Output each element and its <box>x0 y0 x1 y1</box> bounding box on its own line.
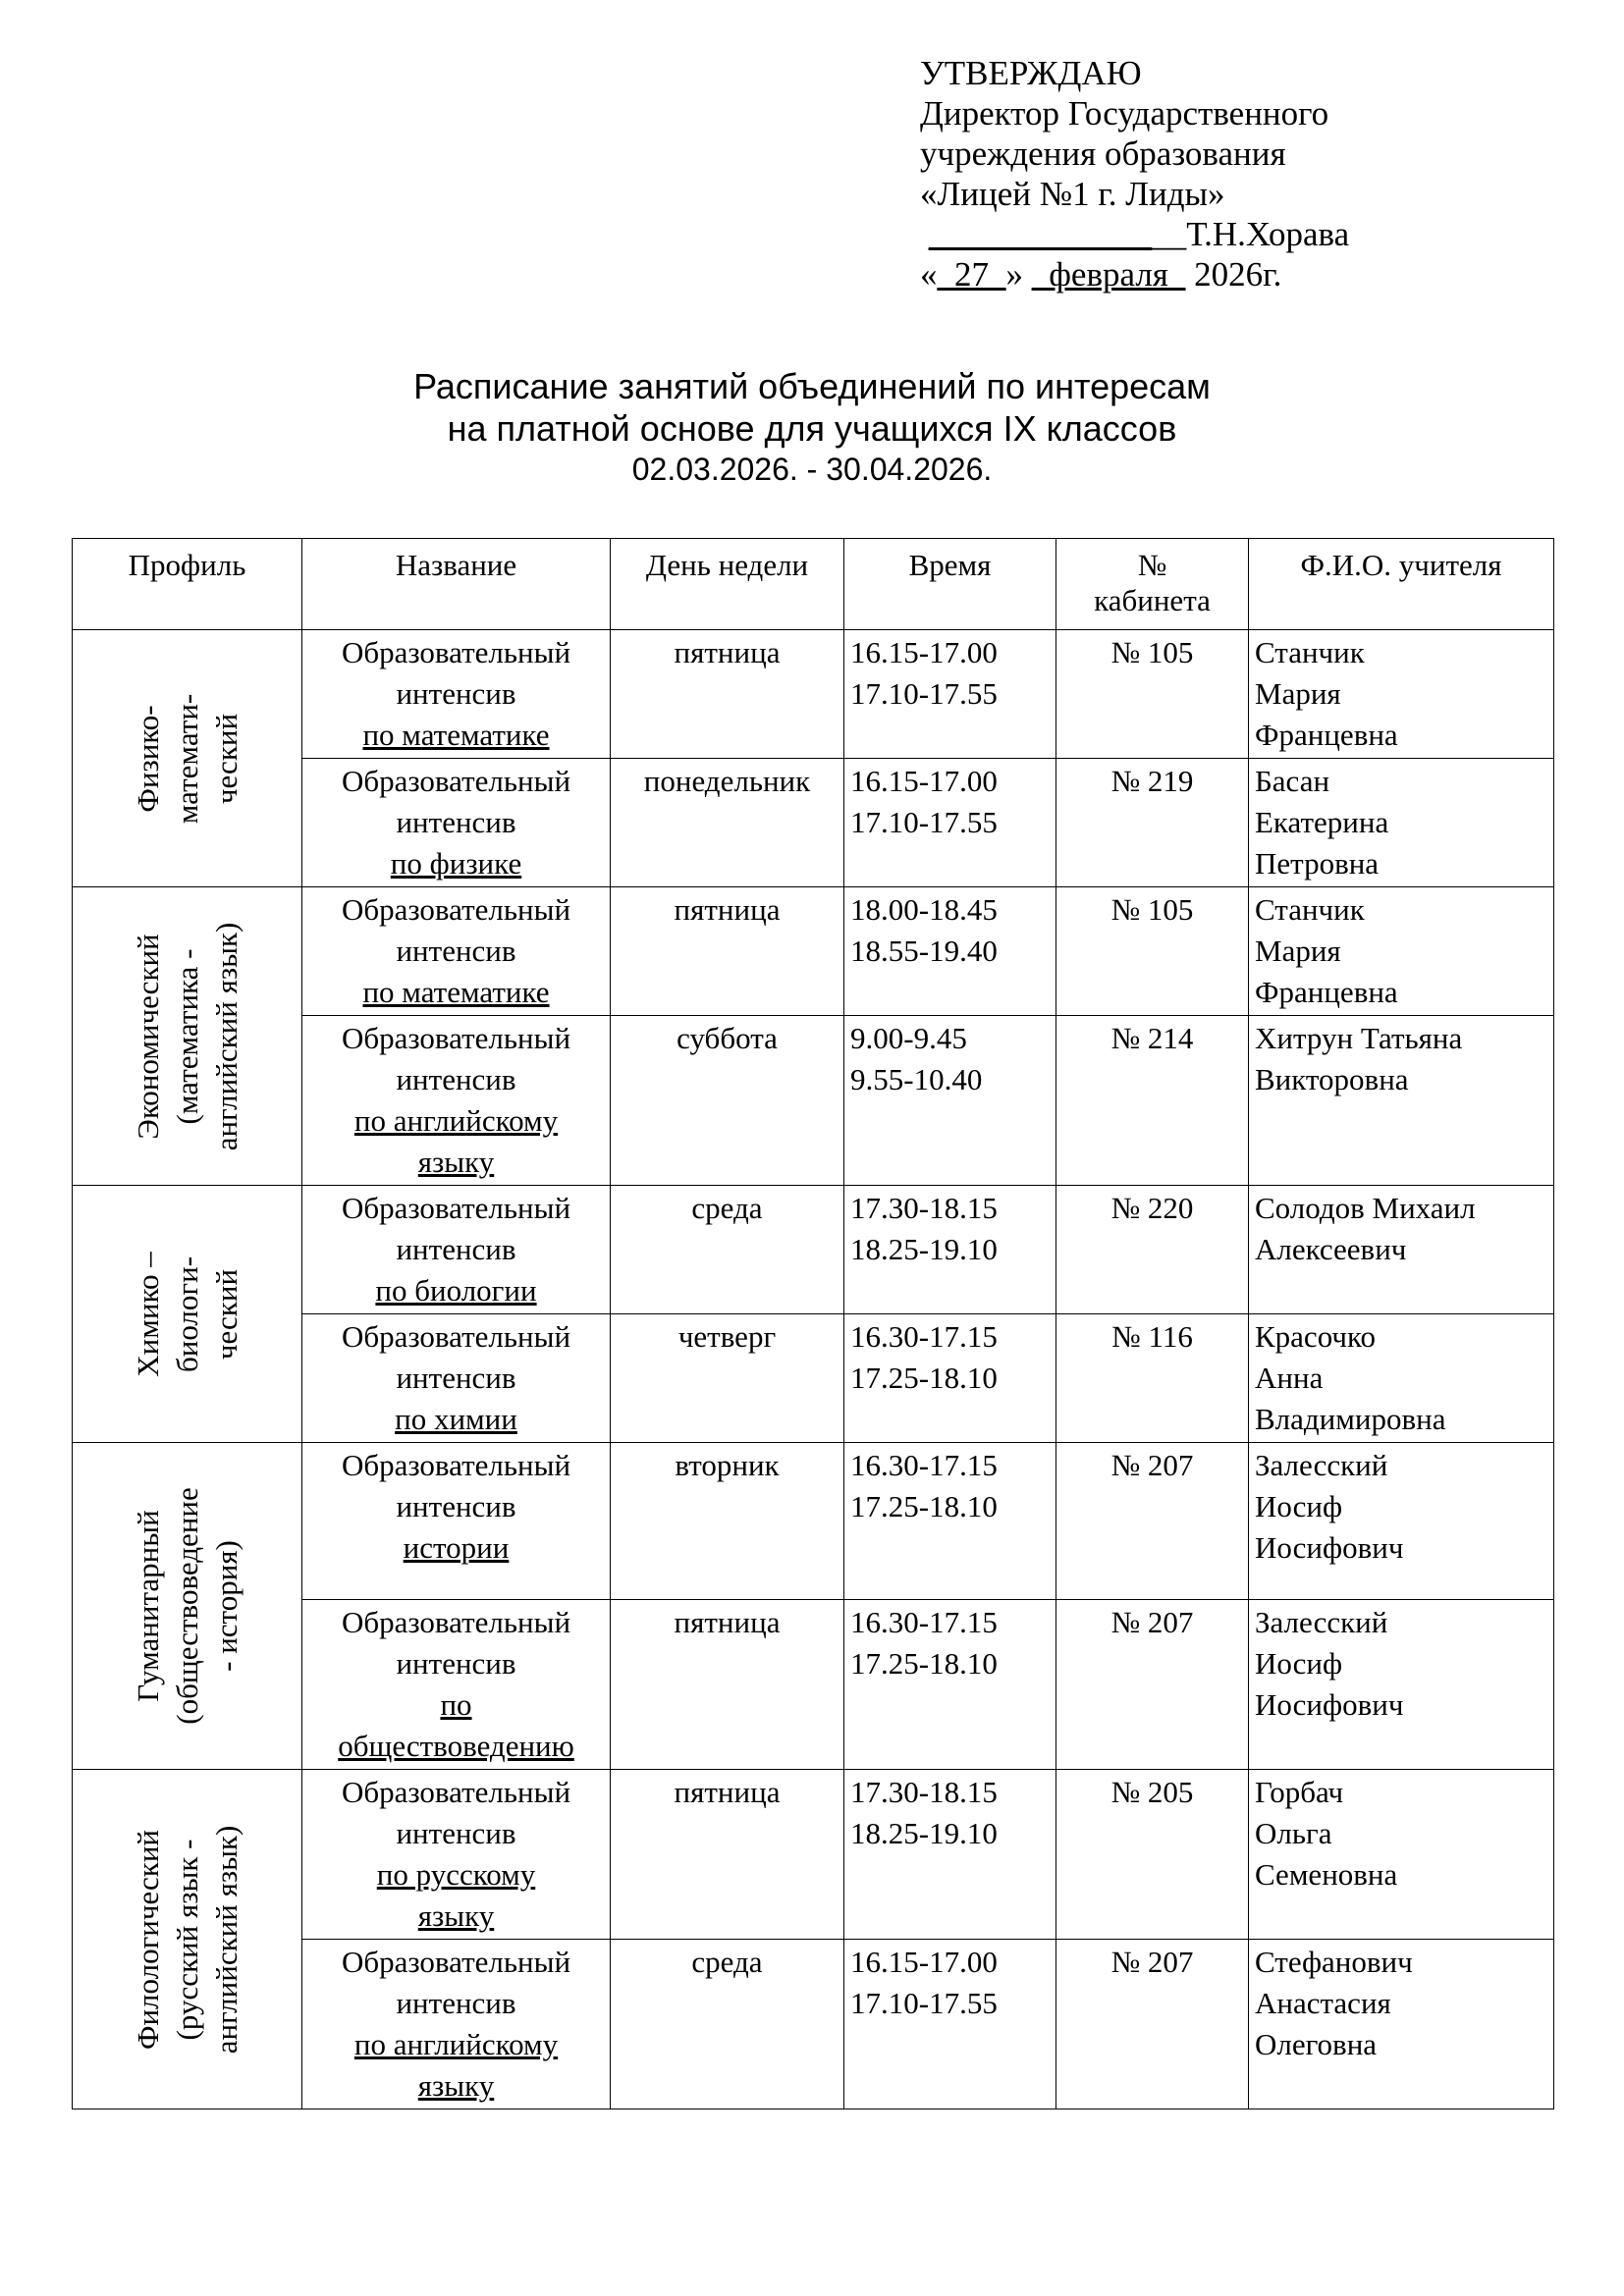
teacher-name-line: Горбач <box>1255 1775 1344 1809</box>
teacher-name-line: Залесский <box>1255 1448 1388 1482</box>
course-name-line: Образовательный <box>341 1319 571 1354</box>
signature-blank: _____________ <box>928 215 1153 253</box>
date-month: _февраля_ <box>1031 255 1186 294</box>
signature-line <box>920 214 1349 254</box>
profile-label-line: Химико – <box>130 1251 165 1377</box>
course-name-cell <box>302 1770 611 1940</box>
profile-label-line: (обществоведение <box>169 1487 204 1725</box>
time-cell <box>844 1600 1056 1770</box>
header-profile: Профиль <box>73 539 302 630</box>
profile-label-line: английский язык) <box>208 1825 244 2054</box>
room-cell: № 105 <box>1056 630 1249 759</box>
header-teacher: Ф.И.О. учителя <box>1249 539 1554 630</box>
room-cell: № 205 <box>1056 1770 1249 1940</box>
teacher-name-line: Петровна <box>1255 846 1380 881</box>
time-cell <box>844 1016 1056 1186</box>
profile-label-line: Физико- <box>130 704 165 813</box>
course-name-line: интенсив <box>396 1489 516 1523</box>
course-subject: языку <box>417 1145 495 1179</box>
course-name-cell <box>302 1016 611 1186</box>
time-slot: 17.30-18.15 <box>850 1775 998 1809</box>
teacher-name-line: Екатерина <box>1255 805 1389 839</box>
teacher-name-line: Иосиф <box>1255 1646 1343 1681</box>
course-name-line: интенсив <box>396 1646 516 1681</box>
course-name-line: Образовательный <box>341 892 571 927</box>
table-row <box>73 887 1554 1016</box>
approval-line: учреждения образования <box>920 134 1286 173</box>
teacher-name-line: Солодов Михаил <box>1255 1191 1476 1225</box>
course-name-line: Образовательный <box>341 1448 571 1482</box>
approval-line: УТВЕРЖДАЮ <box>920 54 1142 92</box>
director-name: __Т.Н.Хорава <box>1152 215 1350 253</box>
time-slot: 17.25-18.10 <box>850 1489 998 1523</box>
header-name: Название <box>302 539 611 630</box>
room-cell: № 220 <box>1056 1186 1249 1314</box>
header-room-line: № <box>1137 548 1167 582</box>
profile-label-line: Гуманитарный <box>130 1510 165 1702</box>
course-subject: по <box>440 1687 472 1722</box>
teacher-cell <box>1249 1314 1554 1443</box>
teacher-name-line: Станчик <box>1255 635 1365 669</box>
table-row <box>73 1186 1554 1314</box>
course-subject: по физике <box>390 846 522 881</box>
approval-block <box>920 53 1349 294</box>
room-cell: № 214 <box>1056 1016 1249 1186</box>
room-cell: № 219 <box>1056 759 1249 887</box>
course-name-line: интенсив <box>396 1816 516 1850</box>
time-slot: 16.15-17.00 <box>850 764 998 798</box>
day-cell: среда <box>611 1186 844 1314</box>
teacher-name-line: Олеговна <box>1255 2027 1378 2061</box>
profile-cell <box>73 630 302 887</box>
teacher-name-line: Хитрун Татьяна <box>1255 1021 1463 1055</box>
teacher-cell <box>1249 1443 1554 1600</box>
date-quote-close: » <box>1005 255 1032 294</box>
teacher-cell <box>1249 1770 1554 1940</box>
time-cell <box>844 1770 1056 1940</box>
document-title <box>0 365 1624 450</box>
time-slot: 18.25-19.10 <box>850 1816 998 1850</box>
schedule-table <box>72 538 1554 2109</box>
teacher-name-line: Станчик <box>1255 892 1365 927</box>
time-slot: 18.55-19.40 <box>850 934 998 968</box>
profile-label-line: ческий <box>208 1268 244 1360</box>
course-subject: по химии <box>395 1402 517 1436</box>
time-slot: 16.30-17.15 <box>850 1448 998 1482</box>
header-time: Время <box>844 539 1056 630</box>
course-name-cell <box>302 1940 611 2109</box>
room-cell: № 207 <box>1056 1940 1249 2109</box>
time-cell <box>844 1314 1056 1443</box>
profile-label <box>129 1487 246 1725</box>
day-cell: понедельник <box>611 759 844 887</box>
profile-cell <box>73 887 302 1186</box>
time-slot: 16.30-17.15 <box>850 1605 998 1639</box>
course-subject: по математике <box>362 718 550 752</box>
course-name-cell <box>302 887 611 1016</box>
teacher-cell <box>1249 1016 1554 1186</box>
header-room-line: кабинета <box>1094 583 1211 617</box>
teacher-cell <box>1249 1600 1554 1770</box>
day-cell: пятница <box>611 1770 844 1940</box>
time-slot: 17.10-17.55 <box>850 676 998 711</box>
teacher-name-line: Иосиф <box>1255 1489 1343 1523</box>
teacher-cell <box>1249 630 1554 759</box>
time-cell <box>844 887 1056 1016</box>
date-day: _27_ <box>937 255 1006 294</box>
teacher-name-line: Викторовна <box>1255 1062 1409 1096</box>
room-cell: № 116 <box>1056 1314 1249 1443</box>
teacher-name-line: Стефанович <box>1255 1945 1413 1979</box>
profile-label-line: - история) <box>208 1540 244 1672</box>
time-cell <box>844 1186 1056 1314</box>
course-subject: обществоведению <box>338 1729 574 1763</box>
room-cell: № 207 <box>1056 1443 1249 1600</box>
approval-line: Директор Государственного <box>920 94 1329 133</box>
course-name-line: интенсив <box>396 676 516 711</box>
course-subject: языку <box>417 1898 495 1933</box>
room-cell: № 105 <box>1056 887 1249 1016</box>
day-cell: суббота <box>611 1016 844 1186</box>
teacher-cell <box>1249 887 1554 1016</box>
time-cell <box>844 1443 1056 1600</box>
time-slot: 9.55-10.40 <box>850 1062 983 1096</box>
course-subject: языку <box>417 2068 495 2103</box>
teacher-name-line: Францевна <box>1255 718 1398 752</box>
course-name-line: Образовательный <box>341 1021 571 1055</box>
teacher-name-line: Мария <box>1255 676 1341 711</box>
profile-label-line: Филологический <box>130 1829 165 2050</box>
course-subject: по русскому <box>376 1857 536 1892</box>
table-row <box>73 1770 1554 1940</box>
course-name-line: Образовательный <box>341 635 571 669</box>
time-slot: 9.00-9.45 <box>850 1021 967 1055</box>
teacher-name-line: Ольга <box>1255 1816 1332 1850</box>
teacher-cell <box>1249 1186 1554 1314</box>
profile-label <box>129 1252 246 1376</box>
teacher-name-line: Анна <box>1255 1361 1324 1395</box>
teacher-name-line: Залесский <box>1255 1605 1388 1639</box>
course-name-cell <box>302 1186 611 1314</box>
profile-label-line: ческий <box>208 713 244 804</box>
time-slot: 18.25-19.10 <box>850 1232 998 1266</box>
teacher-name-line: Мария <box>1255 934 1341 968</box>
date-year: 2026г. <box>1185 255 1282 294</box>
profile-label <box>129 693 246 824</box>
time-slot: 17.25-18.10 <box>850 1361 998 1395</box>
teacher-name-line: Семеновна <box>1255 1857 1398 1892</box>
teacher-cell <box>1249 759 1554 887</box>
day-cell: среда <box>611 1940 844 2109</box>
course-name-line: интенсив <box>396 1232 516 1266</box>
course-name-cell <box>302 1314 611 1443</box>
teacher-cell <box>1249 1940 1554 2109</box>
time-slot: 16.15-17.00 <box>850 635 998 669</box>
time-slot: 17.25-18.10 <box>850 1646 998 1681</box>
header-day: День недели <box>611 539 844 630</box>
room-cell: № 207 <box>1056 1600 1249 1770</box>
time-slot: 16.15-17.00 <box>850 1945 998 1979</box>
course-name-line: Образовательный <box>341 1775 571 1809</box>
course-name-line: интенсив <box>396 1062 516 1096</box>
profile-cell <box>73 1443 302 1770</box>
teacher-name-line: Иосифович <box>1255 1530 1404 1565</box>
time-slot: 18.00-18.45 <box>850 892 998 927</box>
day-cell: пятница <box>611 630 844 759</box>
time-slot: 17.30-18.15 <box>850 1191 998 1225</box>
teacher-name-line: Алексеевич <box>1255 1232 1407 1266</box>
day-cell: пятница <box>611 887 844 1016</box>
time-cell <box>844 1940 1056 2109</box>
day-cell: вторник <box>611 1443 844 1600</box>
profile-label-line: (математика - <box>169 948 204 1124</box>
profile-label-line: биологи- <box>169 1255 204 1372</box>
profile-label-line: (русский язык - <box>169 1839 204 2040</box>
course-name-line: интенсив <box>396 805 516 839</box>
course-name-line: Образовательный <box>341 1191 571 1225</box>
teacher-name-line: Францевна <box>1255 975 1398 1009</box>
time-slot: 16.30-17.15 <box>850 1319 998 1354</box>
title-line-2: на платной основе для учащихся IX классов <box>447 408 1177 449</box>
course-name-line: интенсив <box>396 1986 516 2020</box>
teacher-name-line: Владимировна <box>1255 1402 1446 1436</box>
course-name-line: интенсив <box>396 934 516 968</box>
course-name-line: Образовательный <box>341 1605 571 1639</box>
day-cell: четверг <box>611 1314 844 1443</box>
date-quote-open: « <box>920 255 938 294</box>
course-name-cell <box>302 630 611 759</box>
course-subject: по английскому <box>353 1103 559 1138</box>
profile-label <box>129 922 246 1150</box>
day-cell: пятница <box>611 1600 844 1770</box>
teacher-name-line: Иосифович <box>1255 1687 1404 1722</box>
table-row <box>73 1443 1554 1600</box>
time-slot: 17.10-17.55 <box>850 1986 998 2020</box>
course-subject: истории <box>403 1530 510 1565</box>
course-name-cell <box>302 1600 611 1770</box>
profile-label-line: математи- <box>169 693 204 824</box>
teacher-name-line: Басан <box>1255 764 1330 798</box>
course-subject: по биологии <box>375 1273 537 1308</box>
approval-date <box>920 254 1349 294</box>
time-cell <box>844 630 1056 759</box>
course-name-cell <box>302 1443 611 1600</box>
header-room <box>1056 539 1249 630</box>
date-range: 02.03.2026. - 30.04.2026. <box>631 452 993 487</box>
teacher-name-line: Красочко <box>1255 1319 1376 1354</box>
profile-cell <box>73 1186 302 1443</box>
course-name-line: Образовательный <box>341 1945 571 1979</box>
title-line-1: Расписание занятий объединений по интересам <box>413 366 1211 406</box>
course-subject: по математике <box>362 975 550 1009</box>
time-cell <box>844 759 1056 887</box>
header-row <box>73 539 1554 630</box>
profile-label-line: английский язык) <box>208 922 244 1150</box>
table-row <box>73 630 1554 759</box>
course-name-line: интенсив <box>396 1361 516 1395</box>
time-slot: 17.10-17.55 <box>850 805 998 839</box>
course-name-cell <box>302 759 611 887</box>
teacher-name-line: Анастасия <box>1255 1986 1391 2020</box>
profile-label-line: Экономический <box>130 933 165 1140</box>
course-name-line: Образовательный <box>341 764 571 798</box>
approval-line: «Лицей №1 г. Лиды» <box>920 175 1225 213</box>
profile-cell <box>73 1770 302 2109</box>
course-subject: по английскому <box>353 2027 559 2061</box>
profile-label <box>129 1825 246 2054</box>
